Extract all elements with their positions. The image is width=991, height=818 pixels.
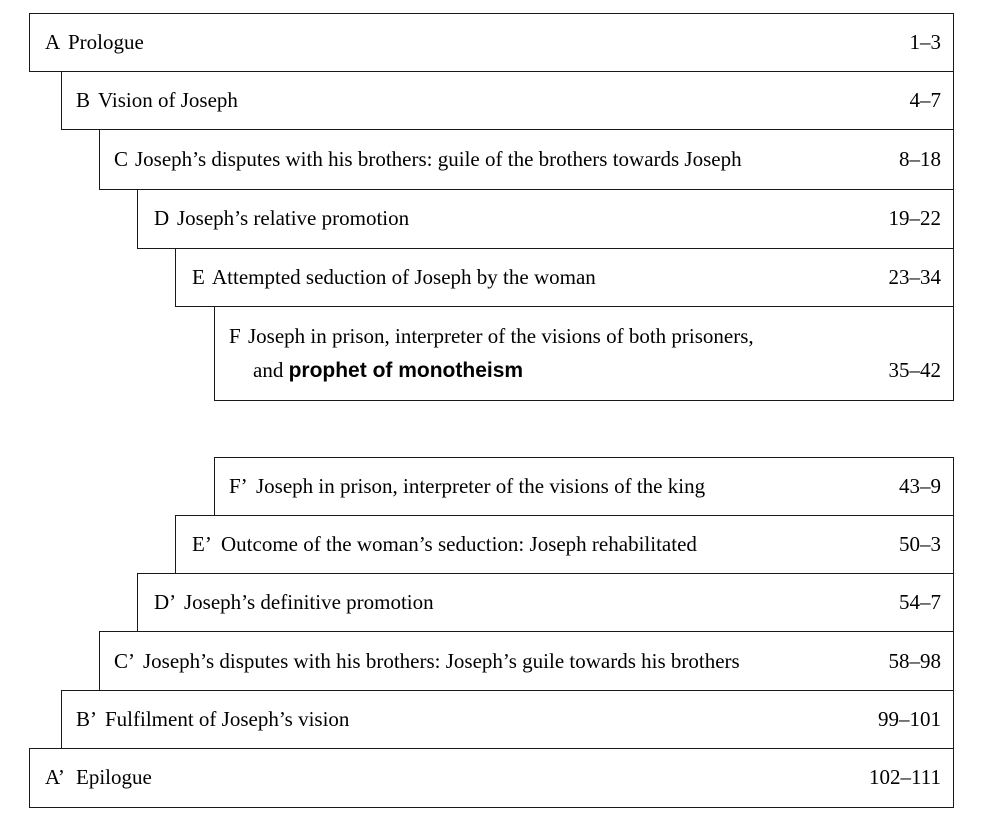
verse-range-d: 19–22 (888, 206, 941, 230)
section-title-f-prime: Joseph in prison, interpreter of the visions of the king (256, 474, 706, 498)
verse-range-a: 1–3 (909, 30, 941, 54)
section-letter-b-prime: B’ (76, 707, 97, 731)
section-title-c-prime: Joseph’s disputes with his brothers: Joseph’s guile towards his brothers (143, 649, 740, 673)
section-title-f-emphasis: prophet of monotheism (288, 359, 524, 382)
section-box-a-prime (29, 748, 954, 808)
section-box-b (61, 71, 954, 130)
section-title-b: Vision of Joseph (98, 88, 238, 112)
verse-range-f-prime: 43–9 (899, 474, 941, 498)
section-letter-d-prime: D’ (154, 590, 177, 614)
section-letter-d: D (154, 206, 170, 230)
section-title-f-line1: Joseph in prison, interpreter of the visions of both prisoners, (248, 324, 754, 348)
section-letter-f-prime: F’ (229, 474, 248, 498)
section-box-a (29, 13, 954, 72)
section-box-f-prime (214, 457, 954, 516)
section-letter-a-prime: A’ (45, 765, 65, 789)
verse-range-d-prime: 54–7 (899, 590, 941, 614)
section-letter-e: E (192, 265, 205, 289)
section-box-c-prime (99, 631, 954, 691)
verse-range-e-prime: 50–3 (899, 532, 941, 556)
section-letter-e-prime: E’ (192, 532, 212, 556)
section-title-d: Joseph’s relative promotion (177, 206, 410, 230)
section-title-f-line2 (253, 357, 523, 384)
section-title-d-prime: Joseph’s definitive promotion (184, 590, 434, 614)
section-title-e: Attempted seduction of Joseph by the woman (212, 265, 596, 289)
section-title-a: Prologue (68, 30, 144, 54)
section-box-e-prime (175, 515, 954, 574)
section-letter-c-prime: C’ (114, 649, 135, 673)
verse-range-c-prime: 58–98 (888, 649, 941, 673)
section-title-b-prime: Fulfilment of Joseph’s vision (105, 707, 350, 731)
verse-range-a-prime: 102–111 (869, 765, 941, 789)
section-box-c (99, 129, 954, 190)
verse-range-b-prime: 99–101 (878, 707, 941, 731)
section-box-e (175, 248, 954, 307)
section-title-a-prime: Epilogue (76, 765, 152, 789)
section-title-c: Joseph’s disputes with his brothers: guile of the brothers towards Joseph (135, 147, 742, 171)
verse-range-e: 23–34 (888, 265, 941, 289)
section-letter-c: C (114, 147, 129, 171)
section-box-f (214, 306, 954, 401)
section-letter-f: F (229, 324, 241, 348)
verse-range-b: 4–7 (909, 88, 941, 112)
section-box-b-prime (61, 690, 954, 749)
section-letter-b: B (76, 88, 91, 112)
section-title-f-plain: and (253, 358, 289, 382)
section-box-d-prime (137, 573, 954, 632)
section-box-d (137, 189, 954, 249)
verse-range-c: 8–18 (899, 147, 941, 171)
section-title-e-prime: Outcome of the woman’s seduction: Joseph rehabilitated (221, 532, 697, 556)
section-letter-a: A (45, 30, 61, 54)
verse-range-f: 35–42 (888, 358, 941, 382)
